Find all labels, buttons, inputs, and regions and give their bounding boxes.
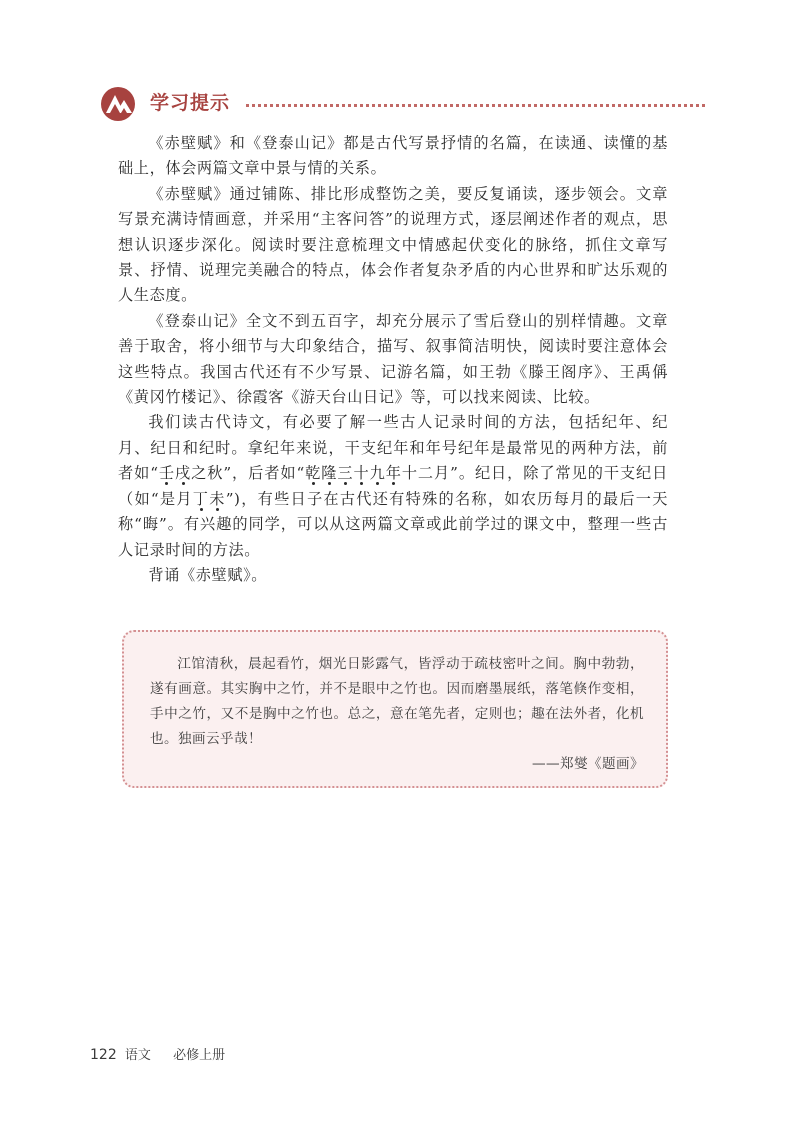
paragraph-2: 《赤壁赋》通过铺陈、排比形成整饬之美，要反复诵读，逐步领会。文章写景充满诗情画意，并采用“主客问答”的说理方式，逐层阐述作者的观点，思想认识逐步深化。阅读时要注意梳理文中情感起伏变化的脉络，抓住文章写景、抒情、说理完美融合的特点，体会作者复杂矛盾的内心世界和旷达乐观的人生态度。: [118, 184, 668, 305]
paragraph-4-part-4: ”)，有些日子在古代还有特殊的名称，如农历每月的最后一天称“晦”。有兴趣的同学，可以从这两篇文章或此前学过的课文中，整理一些古人记录时间的方法。: [118, 489, 669, 559]
mountain-peak-icon: [100, 86, 136, 122]
quote-text: 江馆清秋，晨起看竹，烟光日影露气，皆浮动于疏枝密叶之间。胸中勃勃，遂有画意。其实胸中之竹，并不是眼中之竹也。因而磨墨展纸，落笔倏作变相，手中之竹，又不是胸中之竹也。总之，意在笔先者，定则也；趣在法外者，化机也。独画云乎哉！: [150, 656, 644, 747]
emphasis-char: 年: [385, 464, 402, 483]
emphasis-char: 乾: [304, 464, 322, 483]
paragraph-4: [118, 410, 668, 562]
emphasis-char: 十: [353, 464, 370, 483]
paragraph-4-part-1: 我们读古代诗文，有必要了解一些古人记录时间的方法，包括纪年、纪月、纪日和纪时。拿纪年来说，干支纪年和年号纪年是最常见的两种方法，前者如“: [118, 413, 668, 483]
emphasis-char: 丁: [192, 489, 210, 508]
paragraph-4-part-3: 十二月”。纪日，除了常见的干支纪日（如“是月: [118, 464, 668, 508]
page-footer: [90, 1044, 225, 1063]
paragraph-1: 《赤壁赋》和《登泰山记》都是古代写景抒情的名篇，在读通、读懂的基础上，体会两篇文章中景与情的关系。: [118, 134, 668, 178]
emphasis-char: 三: [337, 464, 354, 483]
emphasis-char: 戌: [175, 464, 192, 483]
paragraph-3: 《登泰山记》全文不到五百字，却充分展示了雪后登山的别样情趣。文章善于取舍，将小细节与大印象结合，描写、叙事简洁明快，阅读时要注意体会这些特点。我国古代还有不少写景、记游名篇，如王勃《滕王阁序》、王禹偁《黄冈竹楼记》、徐霞客《游天台山日记》等，可以找来阅读、比较。: [118, 311, 668, 407]
quote-source: ——郑燮《题画》: [532, 756, 644, 772]
paragraph-4-part-2: 之秋”，后者如“: [191, 464, 305, 483]
footer-volume: 必修上册: [173, 1048, 226, 1063]
quote-box: [122, 630, 668, 788]
section-header: [100, 86, 705, 122]
section-title: 学习提示: [150, 92, 231, 114]
emphasis-char: 九: [369, 464, 386, 483]
page-number: 122: [90, 1047, 117, 1063]
header-dotted-rule: [246, 104, 705, 107]
emphasis-char: 未: [209, 489, 226, 508]
footer-subject: 语文: [124, 1048, 151, 1063]
paragraph-5: 背诵《赤壁赋》。: [148, 565, 268, 584]
learning-tips-body: [118, 131, 668, 588]
emphasis-char: 隆: [321, 464, 338, 483]
emphasis-char: 壬: [158, 464, 176, 483]
